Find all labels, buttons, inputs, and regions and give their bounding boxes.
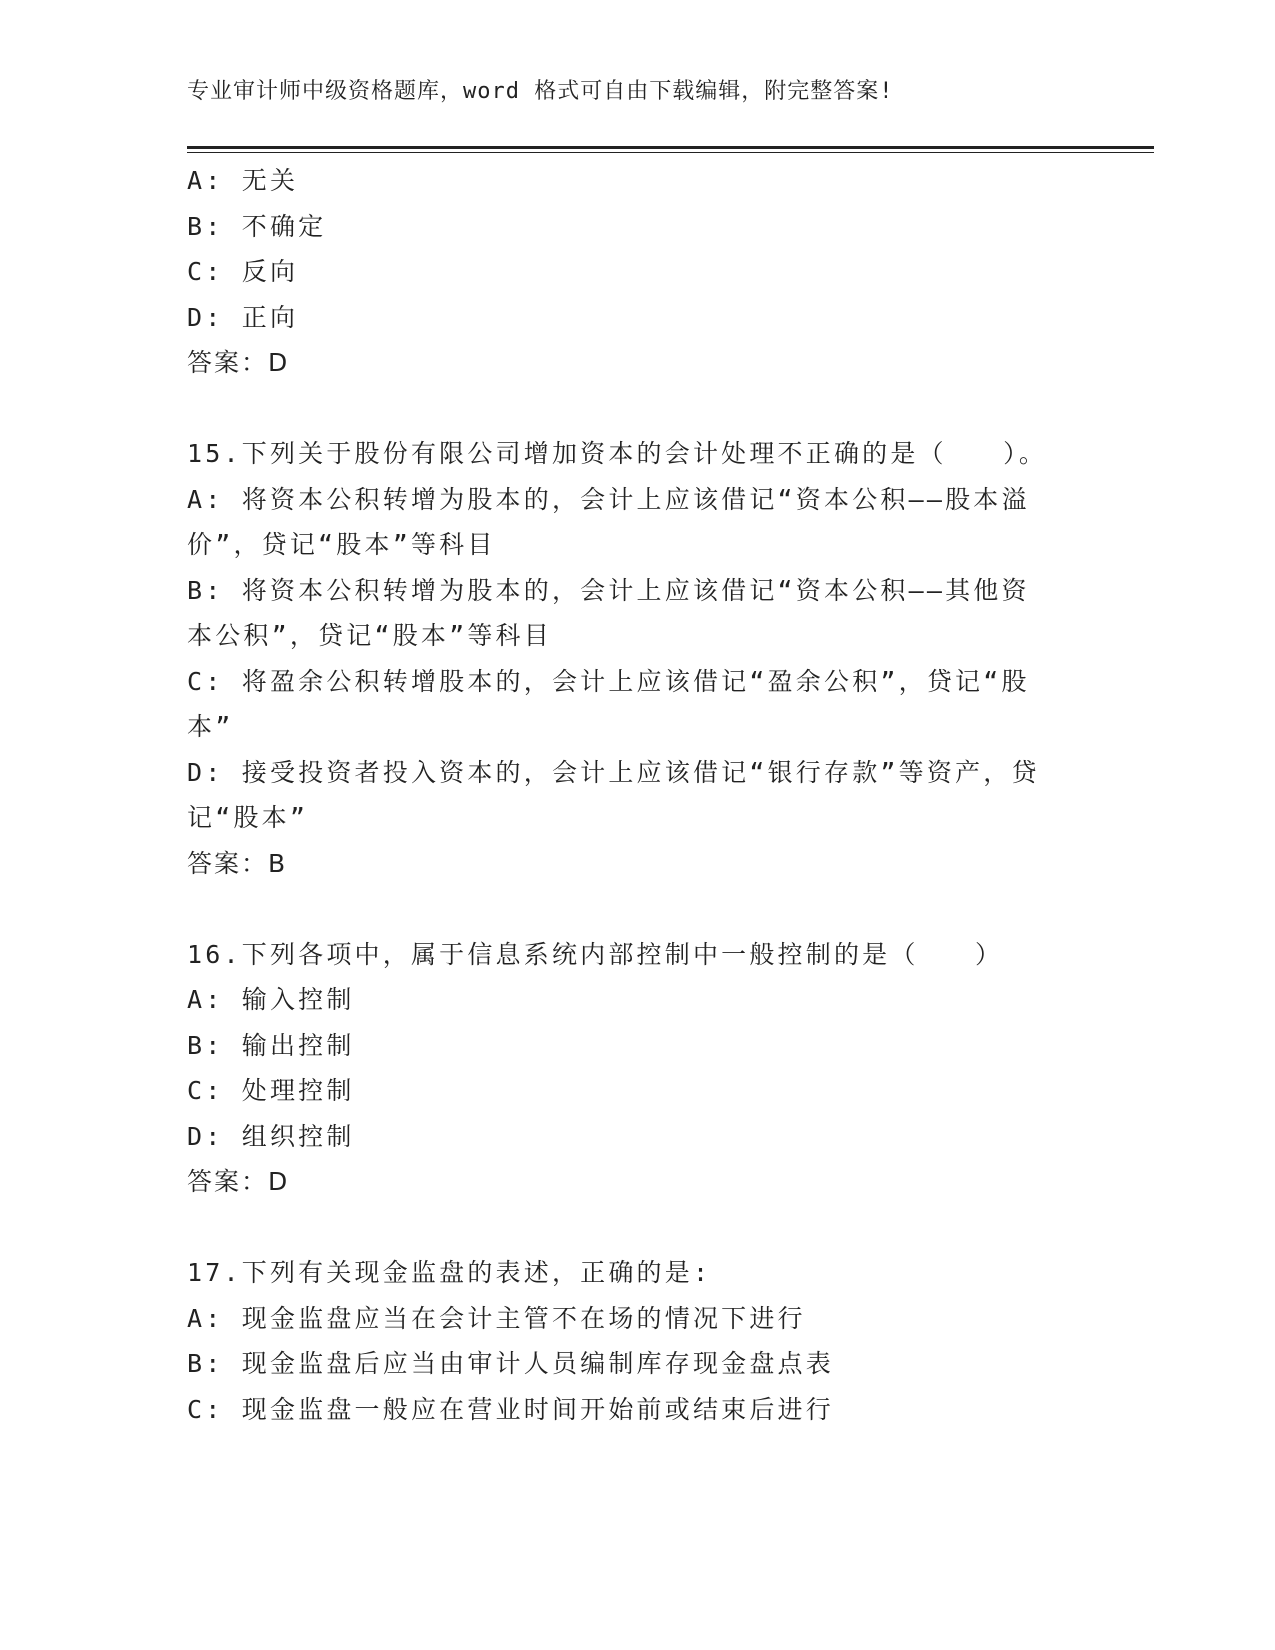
question-block-15 bbox=[187, 431, 1087, 886]
option-b: B: 输出控制 bbox=[187, 1030, 355, 1060]
question-content bbox=[187, 158, 1087, 1432]
option-c: C: 将盈余公积转增股本的，会计上应该借记“盈余公积”，贷记“股 bbox=[187, 666, 1030, 696]
option-a: A: 无关 bbox=[187, 166, 299, 195]
option-d: D: 正向 bbox=[187, 302, 299, 332]
answer-label: 答案：B bbox=[187, 848, 288, 878]
answer-label: 答案：D bbox=[187, 348, 290, 377]
spacer bbox=[187, 1205, 1087, 1251]
question-stem: 15.下列关于股份有限公司增加资本的会计处理不正确的是（ ）。 bbox=[187, 439, 1048, 468]
question-block-16 bbox=[187, 932, 1087, 1205]
question-stem: 17.下列有关现金监盘的表述，正确的是: bbox=[187, 1258, 712, 1287]
answer-label: 答案：D bbox=[187, 1167, 290, 1196]
option-c: C: 处理控制 bbox=[187, 1076, 355, 1105]
option-b: B: 将资本公积转增为股本的，会计上应该借记“资本公积——其他资 bbox=[187, 575, 1030, 605]
option-a: A: 输入控制 bbox=[187, 985, 355, 1014]
header-title: 专业审计师中级资格题库，word 格式可自由下载编辑，附完整答案! bbox=[187, 79, 894, 104]
question-block-14 bbox=[187, 158, 1087, 386]
option-b-cont: 本公积”，贷记“股本”等科目 bbox=[187, 621, 552, 650]
spacer bbox=[187, 886, 1087, 932]
option-d-cont: 记“股本” bbox=[187, 803, 309, 832]
option-a: A: 现金监盘应当在会计主管不在场的情况下进行 bbox=[187, 1303, 806, 1333]
spacer bbox=[187, 386, 1087, 432]
header-rule-thin bbox=[187, 152, 1154, 153]
question-stem: 16.下列各项中，属于信息系统内部控制中一般控制的是（ ） bbox=[187, 939, 1004, 969]
option-d: D: 接受投资者投入资本的，会计上应该借记“银行存款”等资产，贷 bbox=[187, 757, 1040, 787]
option-c: C: 反向 bbox=[187, 257, 299, 286]
option-a-cont: 价”，贷记“股本”等科目 bbox=[187, 530, 496, 559]
option-c: C: 现金监盘一般应在营业时间开始前或结束后进行 bbox=[187, 1394, 834, 1424]
question-block-17 bbox=[187, 1250, 1087, 1432]
option-b: B: 不确定 bbox=[187, 211, 327, 241]
option-d: D: 组织控制 bbox=[187, 1121, 355, 1151]
header-rule-thick bbox=[187, 146, 1154, 149]
option-c-cont: 本” bbox=[187, 712, 234, 741]
option-b: B: 现金监盘后应当由审计人员编制库存现金盘点表 bbox=[187, 1349, 834, 1378]
option-a: A: 将资本公积转增为股本的，会计上应该借记“资本公积——股本溢 bbox=[187, 484, 1030, 514]
